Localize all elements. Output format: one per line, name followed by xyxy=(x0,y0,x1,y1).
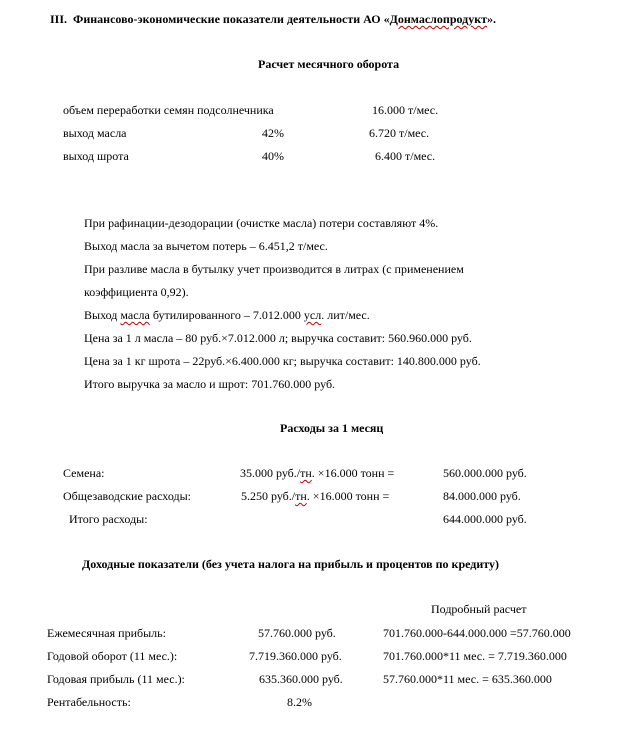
income-detail: 701.760.000*11 мес. = 7.719.360.000 xyxy=(383,649,567,663)
company-name: Донмаслопродукт xyxy=(389,12,488,26)
expense-calc xyxy=(240,466,394,480)
expense-label: Семена: xyxy=(63,466,105,480)
expense-calc-text: тн xyxy=(295,489,307,503)
turnover-row-value: 16.000 т/мес. xyxy=(372,103,439,117)
note-text: . лит/мес. xyxy=(321,308,370,322)
income-label: Ежемесячная прибыль: xyxy=(47,626,166,640)
income-value: 635.360.000 руб. xyxy=(259,672,343,686)
expense-calc-text: . ×16.000 тонн = xyxy=(306,489,390,503)
income-value: 8.2% xyxy=(287,695,312,709)
expense-calc-text: тн xyxy=(300,466,312,480)
section-heading xyxy=(50,12,496,26)
turnover-row-pct: 42% xyxy=(262,126,284,140)
expense-total: 560.000.000 руб. xyxy=(443,466,527,480)
note-line: Выход масла за вычетом потерь – 6.451,2 т/мес. xyxy=(84,239,328,253)
heading-end: ». xyxy=(487,12,497,26)
detail-header: Подробный расчет xyxy=(431,602,527,616)
expense-calc-text: . ×16.000 тонн = xyxy=(311,466,395,480)
note-line: Цена за 1 кг шрота – 22руб.×6.400.000 кг; выручка составит: 140.800.000 руб. xyxy=(84,354,481,368)
income-label: Годовой оборот (11 мес.): xyxy=(47,649,178,663)
income-label: Рентабельность: xyxy=(47,695,131,709)
turnover-row-label: выход масла xyxy=(63,126,127,140)
turnover-row-label: выход шрота xyxy=(63,149,129,163)
heading-text: Финансово-экономические показатели деятельности АО « xyxy=(73,12,390,26)
note-text: усл xyxy=(303,308,322,322)
section-number: III. xyxy=(50,12,68,26)
note-line: При разливе масла в бутылку учет производится в литрах (с применением xyxy=(84,262,464,276)
turnover-row-value: 6.720 т/мес. xyxy=(369,126,430,140)
note-text: масла xyxy=(120,308,150,322)
note-text: Выход xyxy=(84,308,121,322)
expense-calc-text: 35.000 руб./ xyxy=(240,466,301,480)
income-detail: 57.760.000*11 мес. = 635.360.000 xyxy=(383,672,552,686)
expense-calc xyxy=(241,489,389,503)
expense-label: Общезаводские расходы: xyxy=(63,489,191,503)
income-value: 57.760.000 руб. xyxy=(258,626,336,640)
income-detail: 701.760.000-644.000.000 =57.760.000 xyxy=(383,626,571,640)
note-line: коэффициента 0,92). xyxy=(84,285,189,299)
income-title: Доходные показатели (без учета налога на прибыль и процентов по кредиту) xyxy=(82,557,500,571)
turnover-row-value: 6.400 т/мес. xyxy=(375,149,436,163)
expense-sum-total: 644.000.000 руб. xyxy=(443,512,527,526)
turnover-title: Расчет месячного оборота xyxy=(258,57,400,71)
expense-sum-label: Итого расходы: xyxy=(69,512,148,526)
note-line: Итого выручка за масло и шрот: 701.760.000 руб. xyxy=(84,377,336,391)
income-label: Годовая прибыль (11 мес.): xyxy=(47,672,185,686)
note-text: бутилированного – 7.012.000 xyxy=(149,308,304,322)
note-line: При рафинации-дезодорации (очистке масла) потери составляют 4%. xyxy=(84,216,439,230)
expenses-title: Расходы за 1 месяц xyxy=(280,421,384,435)
note-line: Цена за 1 л масла – 80 руб.×7.012.000 л; выручка составит: 560.960.000 руб. xyxy=(84,331,472,345)
expense-calc-text: 5.250 руб./ xyxy=(241,489,296,503)
turnover-row-label: объем переработки семян подсолнечника xyxy=(63,103,274,117)
turnover-row-pct: 40% xyxy=(262,149,284,163)
expense-total: 84.000.000 руб. xyxy=(443,489,521,503)
note-line xyxy=(84,308,370,322)
income-value: 7.719.360.000 руб. xyxy=(249,649,342,663)
